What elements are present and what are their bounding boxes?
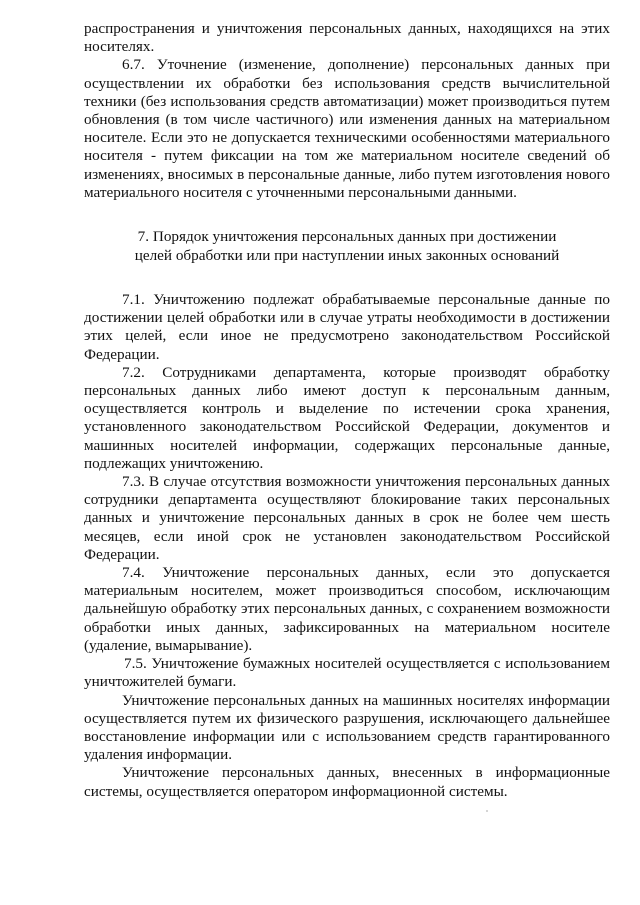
document-body <box>84 20 610 801</box>
paragraph-6-7: 6.7. Уточнение (изменение, дополнение) персональных данных при осуществлении их обработки без использования средств вычислительной техники (без использования средств автоматизации) может производиться путем обновления (в том числе частичного) или изменения данных на материальном носителе. Если это не допускается техническими особенностями материального носителя - путем фиксации на том же материальном носителе сведений об изменениях, вносимых в персональные данные, либо путем изготовления нового материального носителя с уточненными персональными данными. <box>84 56 610 201</box>
paragraph-7-1: 7.1. Уничтожению подлежат обрабатываемые персональные данные по достижении целей обработки или в случае утраты необходимости в достижении этих целей, если иное не предусмотрено законодательством Российской Федерации. <box>84 291 610 363</box>
paragraph-7-3: 7.3. В случае отсутствия возможности уничтожения персональных данных сотрудники департамента осуществляют блокирование таких персональных данных и уничтожение персональных данных в срок не более чем шесть месяцев, если иной срок не установлен законодательством Российской Федерации. <box>84 473 610 563</box>
paragraph-7-5: 7.5. Уничтожение бумажных носителей осуществляется с использованием уничтожителей бумаги. <box>84 655 610 691</box>
paragraph-7-4: 7.4. Уничтожение персональных данных, если это допускается материальным носителем, может производиться способом, исключающим дальнейшую обработку этих персональных данных, с сохранением возможности обработки иных данных, зафиксированных на материальном носителе (удаление, вымарывание). <box>84 564 610 654</box>
section-7-heading: 7. Порядок уничтожения персональных данных при достижении целей обработки или при наступлении иных законных оснований <box>134 228 560 264</box>
paragraph-machine-media: Уничтожение персональных данных на машинных носителях информации осуществляется путем их физического разрушения, исключающего дальнейшее восстановление информации или с использованием средств гарантированного удаления информации. <box>84 691 610 764</box>
scan-speck <box>486 810 488 812</box>
paragraph-6-6-continuation: распространения и уничтожения персональных данных, находящихся на этих носителях. <box>84 20 610 56</box>
paragraph-7-2: 7.2. Сотрудниками департамента, которые производят обработку персональных данных либо имеют доступ к персональным данным, осуществляется контроль и выделение по истечении срока хранения, установленного законодательством Российской Федерации, документов и машинных носителей информации, содержащих персональные данные, подлежащих уничтожению. <box>84 363 610 472</box>
paragraph-information-systems: Уничтожение персональных данных, внесенных в информационные системы, осуществляется оператором информационной системы. <box>84 764 610 800</box>
